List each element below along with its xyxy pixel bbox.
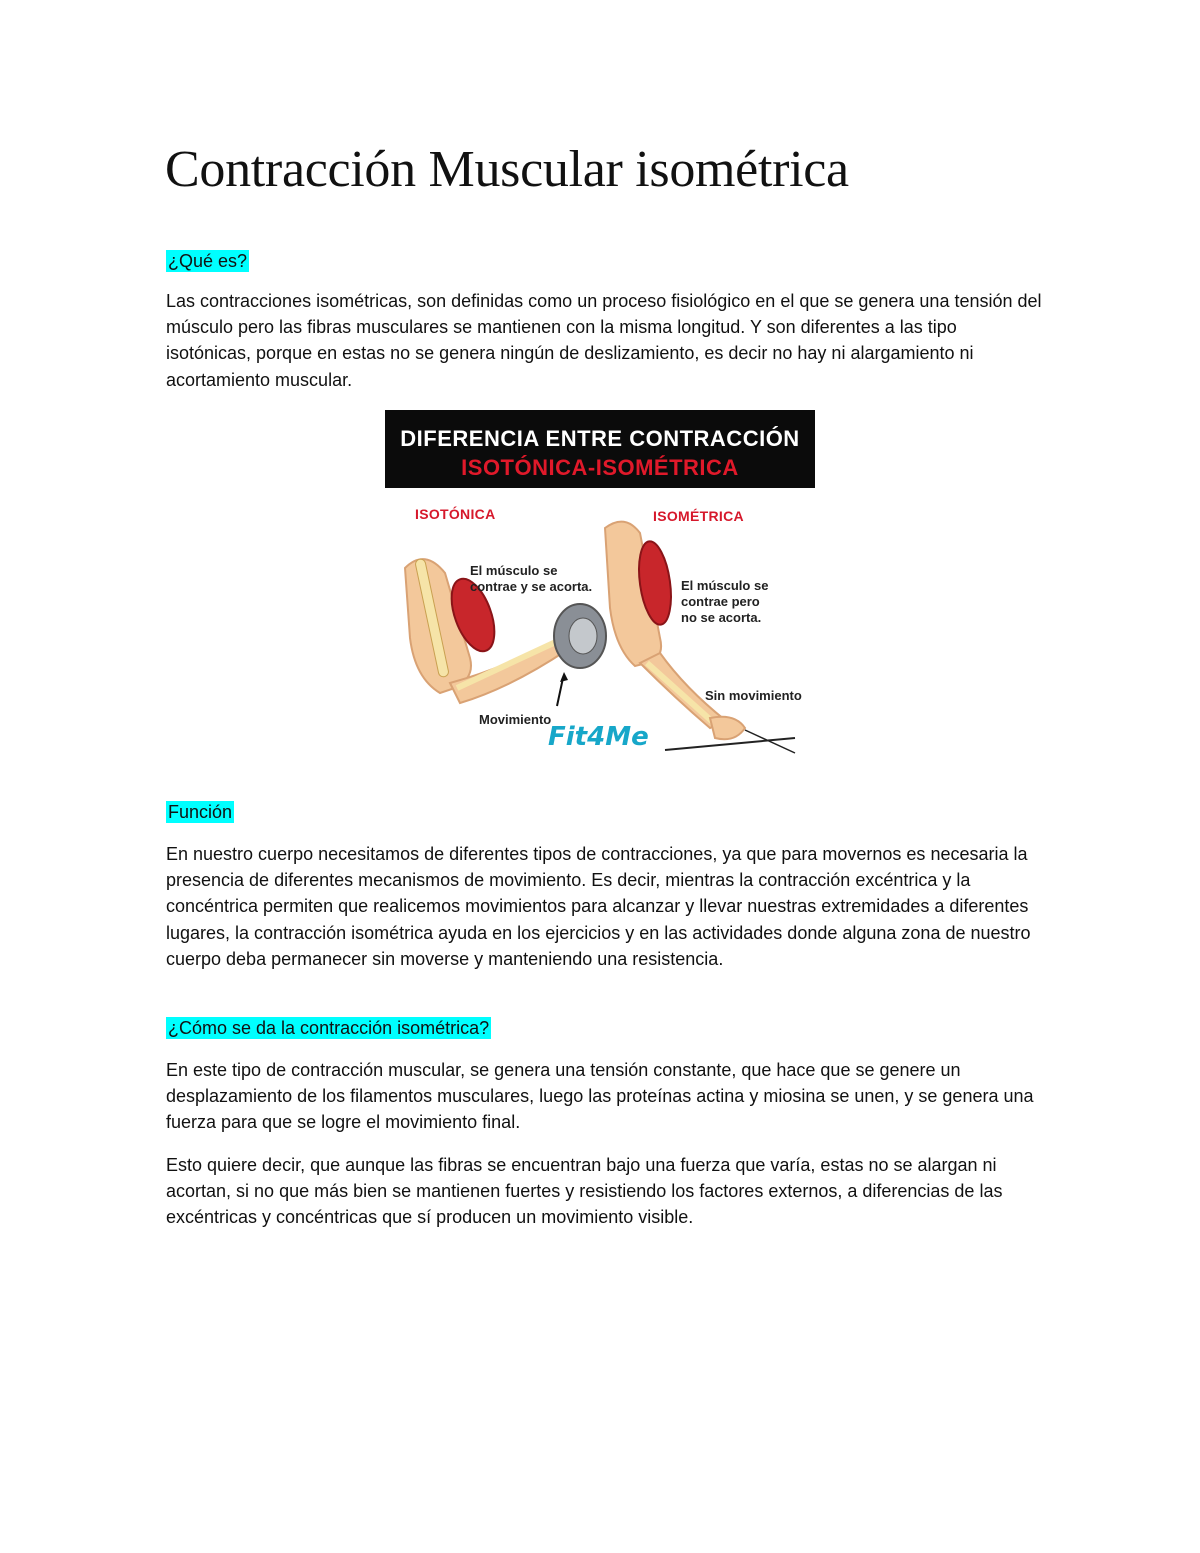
caption-isotonica: El músculo se contrae y se acorta. <box>470 563 593 594</box>
banner-title-line2: ISOTÓNICA-ISOMÉTRICA <box>461 455 739 480</box>
section-heading-como-se-da: ¿Cómo se da la contracción isométrica? <box>168 1018 490 1038</box>
caption-isometrica: El músculo se contrae pero no se acorta. <box>681 578 769 625</box>
diagram-banner <box>385 410 815 488</box>
banner-title-line1: DIFERENCIA ENTRE CONTRACCIÓN <box>400 426 800 451</box>
contraction-diagram <box>385 410 815 780</box>
paragraph-que-es: Las contracciones isométricas, son definidas como un proceso fisiológico en el que se genera una tensión del músculo pero las fibras musculares se mantienen con la misma longitud. Y son diferentes a las tipo isotónicas, porque en estas no se genera ningún de deslizamiento, es decir no hay ni alargamiento ni acortamiento muscular. <box>166 291 1042 390</box>
paragraph-como-se-da-1: En este tipo de contracción muscular, se genera una tensión constante, que hace que se genere un desplazamiento de los filamentos musculares, luego las proteínas actina y miosina se unen, y se genera una fuerza para que se logre el movimiento final. <box>166 1060 1034 1133</box>
label-isometrica: ISOMÉTRICA <box>653 508 744 524</box>
section-heading-que-es: ¿Qué es? <box>168 251 248 271</box>
label-isotonica: ISOTÓNICA <box>415 506 496 522</box>
hand-icon <box>710 717 745 740</box>
isometric-arm <box>605 522 795 753</box>
paragraph-como-se-da-2: Esto quiere decir, que aunque las fibras se encuentran bajo una fuerza que varía, estas no se alargan ni acortan, si no que más bien se mantienen fuertes y resistiendo los factores externos, a diferencias de las excéntricas y concéntricas que sí producen un movimiento visible. <box>166 1155 1003 1228</box>
paragraph-funcion: En nuestro cuerpo necesitamos de diferentes tipos de contracciones, ya que para movernos es necesaria la presencia de diferentes mecanismos de movimiento. Es decir, mientras la contracción excéntrica y la concéntrica permiten que realicemos movimientos para alcanzar y llevar nuestras extremidades a diferentes lugares, la contracción isométrica ayuda en los ejercicios y en las actividades donde alguna zona de nuestro cuerpo deba permanecer sin moverse y manteniendo una resistencia. <box>166 844 1031 969</box>
motion-label-left: Movimiento <box>479 712 552 727</box>
page-title: Contracción Muscular isométrica <box>165 141 849 198</box>
section-heading-funcion: Función <box>168 802 233 822</box>
motion-label-right: Sin movimiento <box>705 688 802 703</box>
fit4me-logo: Fit4Me <box>548 722 649 752</box>
